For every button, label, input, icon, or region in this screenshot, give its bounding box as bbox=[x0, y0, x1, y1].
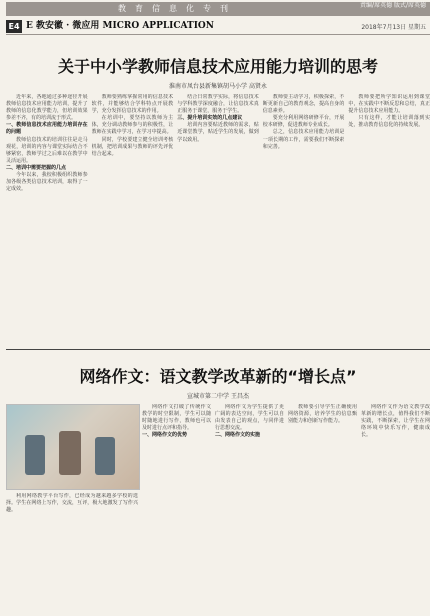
paragraph: 网络作文作为语文教学改革新的增长点，值得我们不断实践，不断探索，让学生在网络环境中快乐写作，健康成长。 bbox=[361, 404, 430, 439]
paragraph: 教师信息技术的培训往往是走马观花，培训的内容与课堂实际结合不够紧密，教师学过之后难以在教学中灵活运用。 bbox=[6, 136, 88, 164]
subheading: 二、培训中需要把握的几点 bbox=[6, 164, 67, 171]
classroom-photo bbox=[6, 404, 140, 490]
article1-col-2 bbox=[92, 94, 174, 344]
paragraph: 要充分利用网络研修平台，开展校本研修，促进教师专业成长。 bbox=[262, 115, 345, 129]
article-teacher-training bbox=[6, 44, 430, 344]
subheading: 一、网络作文的优势 bbox=[142, 432, 188, 439]
paragraph: 今年以来，我校积极组织教师参加各级各类信息技术培训，取得了一定成效。 bbox=[6, 172, 88, 193]
subheading: 三、提升培训实效的几点建议 bbox=[177, 115, 243, 122]
article1-byline: 淮南市凤台县新集镇胡马小学 高贤永 bbox=[169, 83, 267, 90]
paragraph: 教师要熟练掌握常用的信息技术软件，并能够结合学科特点开展教学，充分发挥信息技术的作用。 bbox=[91, 94, 174, 115]
article2-col-b bbox=[142, 404, 211, 616]
paragraph: 网络作文为学生提供了更广阔的表达空间，学生可以自由发表自己的观点，与同伴进行思想交流。 bbox=[215, 404, 284, 432]
subheading: 二、网络作文的实施 bbox=[215, 432, 261, 439]
paragraph: 教师要把所学知识运用到课堂中，在实践中不断反思和总结，真正提升信息技术应用能力。 bbox=[348, 94, 430, 115]
subheading: 一、教师信息技术应用能力培训存在的问题 bbox=[6, 122, 88, 136]
article2-col-a bbox=[6, 493, 138, 616]
article1-columns bbox=[6, 94, 430, 344]
paragraph: 在培训中，要坚持以教师为主体，充分调动教师参与的积极性，让教师在实践中学习，在学习中提高。 bbox=[91, 115, 174, 136]
masthead bbox=[0, 0, 430, 40]
section-title: E 教安徽 · 微应用 MICRO APPLICATION bbox=[26, 21, 214, 31]
article1-col-5 bbox=[348, 94, 430, 344]
article1-headline: 关于中小学教师信息技术应用能力培训的思考 bbox=[57, 57, 378, 76]
article2-left-column bbox=[6, 404, 138, 616]
article1-col-1 bbox=[6, 94, 88, 344]
article2-col-d bbox=[288, 404, 357, 616]
issue-info: 责编/席英德 版式/席英德 bbox=[360, 2, 426, 9]
paragraph: 教师要主动学习，积极探索，不断更新自己的教育观念，提高自身的信息素养。 bbox=[262, 94, 345, 115]
article1-col-3 bbox=[177, 94, 259, 344]
article2-headline: 网络作文：语文教学改革新的“增长点” bbox=[79, 367, 357, 386]
student-figure bbox=[25, 435, 45, 475]
article2-columns bbox=[6, 404, 430, 616]
section-divider bbox=[6, 349, 430, 350]
masthead-band bbox=[6, 2, 430, 16]
paragraph: 总之，信息技术应用能力培训是一项长期的工作，需要我们不断探索和完善。 bbox=[262, 129, 345, 150]
student-figure bbox=[95, 437, 115, 475]
section-header bbox=[6, 20, 430, 35]
article2-byline: 宣城市第二中学 王昌杰 bbox=[187, 393, 249, 400]
article2-col-c bbox=[215, 404, 284, 616]
student-figure bbox=[59, 431, 81, 475]
masthead-band-text: 教育信息化专刊 bbox=[118, 4, 237, 13]
paragraph: 利用网络教学平台写作，已经成为越来越多学校的选择。学生在网络上写作，交流，互评，极大地激发了写作兴趣。 bbox=[6, 493, 138, 514]
issue-date: 2018年7月13日 星期五 bbox=[361, 24, 426, 31]
paragraph: 近年来，各地通过多种途径开展教师信息技术应用能力培训，提升了教师的信息化教学能力，但培训效果参差不齐，有的培训流于形式。 bbox=[6, 94, 88, 122]
paragraph: 同时，学校要建立健全培训考核机制，把培训成果与教师的评先评优结合起来。 bbox=[91, 136, 174, 157]
paragraph: 网络作文打破了传统作文教学的时空限制，学生可以随时随地进行写作，教师也可以及时进行点评和指导。 bbox=[142, 404, 211, 432]
article-online-writing bbox=[6, 356, 430, 616]
article1-col-4 bbox=[263, 94, 345, 344]
paragraph: 培训内容要贴近教师的需求，贴近课堂教学，贴近学生的发展，做到学以致用。 bbox=[177, 122, 259, 143]
paragraph: 结合日常教学实际，将信息技术与学科教学深度融合，让信息技术真正服务于课堂，服务于学生。 bbox=[177, 94, 259, 115]
edition-badge: E4 bbox=[6, 20, 22, 33]
article2-col-e bbox=[361, 404, 430, 616]
paragraph: 只有这样，才能让培训落到实处，推动教育信息化的持续发展。 bbox=[348, 115, 430, 129]
paragraph: 教师要引导学生正确使用网络资源，培养学生的信息甄别能力和创新写作能力。 bbox=[288, 404, 357, 425]
